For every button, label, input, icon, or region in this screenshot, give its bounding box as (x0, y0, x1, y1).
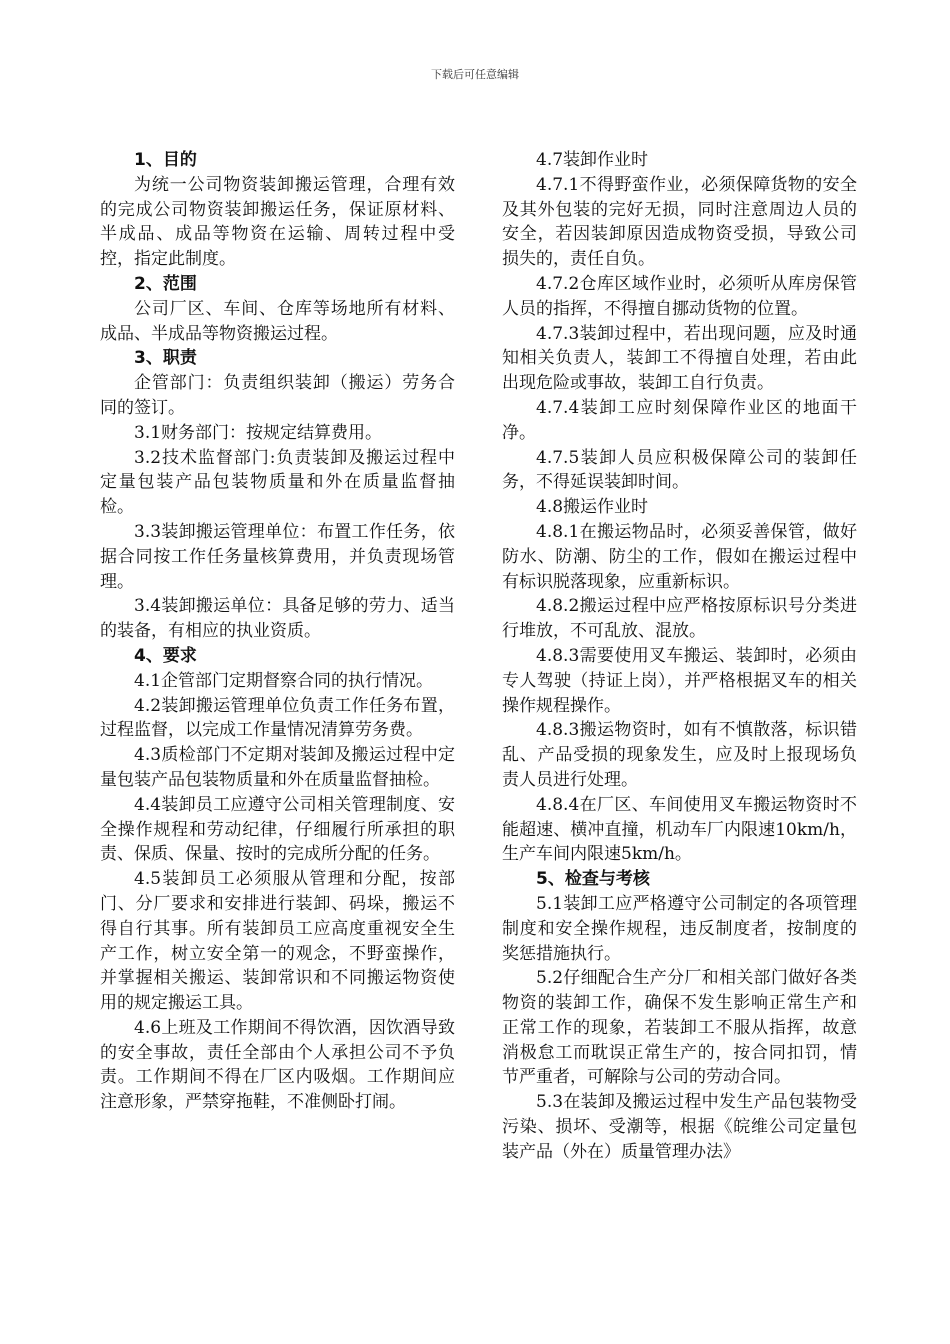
paragraph: 公司厂区、车间、仓库等场地所有材料、成品、半成品等物资搬运过程。 (100, 298, 455, 344)
paragraph: 4.8.4在厂区、车间使用叉车搬运物资时不能超速、横冲直撞，机动车厂内限速10km/h，生产车间内限速5km/h。 (502, 794, 857, 865)
paragraph: 4.8搬运作业时 (536, 497, 649, 518)
paragraph: 4.3质检部门不定期对装卸及搬运过程中定量包装产品包装物质量和外在质量监督抽检。 (100, 745, 455, 790)
paragraph: 4.1企管部门定期督察合同的执行情况。 (134, 670, 434, 691)
paragraph: 3.2技术监督部门:负责装卸及搬运过程中定量包装产品包装物质量和外在质量监督抽检。 (100, 447, 455, 518)
section-heading: 3、职责 (134, 348, 197, 369)
paragraph: 为统一公司物资装卸搬运管理，合理有效的完成公司物资装卸搬运任务，保证原材料、半成品、成品等物资在运输、周转过程中受控，指定此制度。 (100, 174, 455, 270)
paragraph: 3.1财务部门：按规定结算费用。 (134, 422, 383, 443)
paragraph: 5.2仔细配合生产分厂和相关部门做好各类物资的装卸工作，确保不发生影响正常生产和正常工作的现象，若装卸工不服从指挥，故意消极怠工而耽误正常生产的，按合同扣罚，情节严重者，可解除与公司的劳动合同。 (502, 968, 857, 1088)
paragraph: 3.4装卸搬运单位：具备足够的劳力、适当的装备，有相应的执业资质。 (100, 596, 455, 642)
paragraph: 4.4装卸员工应遵守公司相关管理制度、安全操作规程和劳动纪律，仔细履行所承担的职责、保质、保量、按时的完成所分配的任务。 (100, 794, 455, 865)
paragraph: 4.5装卸员工必须服从管理和分配，按部门、分厂要求和安排进行装卸、码垛，搬运不得自行其事。所有装卸员工应高度重视安全生产工作，树立安全第一的观念，不野蛮操作，并掌握相关搬运、装卸常识和不同搬运物资使用的规定搬运工具。 (100, 869, 455, 1014)
paragraph: 4.8.2搬运过程中应严格按原标识号分类进行堆放，不可乱放、混放。 (502, 596, 857, 642)
section-heading: 5、检查与考核 (536, 869, 650, 890)
paragraph: 4.7.5装卸人员应积极保障公司的装卸任务，不得延误装卸时间。 (502, 447, 857, 493)
paragraph: 4.6上班及工作期间不得饮酒，因饮酒导致的安全事故，责任全部由个人承担公司不予负责。工作期间不得在厂区内吸烟。工作期间应注意形象，严禁穿拖鞋，不准侧卧打闹。 (100, 1017, 455, 1113)
paragraph: 4.8.3需要使用叉车搬运、装卸时，必须由专人驾驶（持证上岗），并严格根据叉车的相关操作规程操作。 (502, 645, 857, 716)
paragraph: 4.7.1不得野蛮作业，必须保障货物的安全及其外包装的完好无损，同时注意周边人员的安全，若因装卸原因造成物资受损，导致公司损失的，责任自负。 (502, 174, 857, 270)
paragraph: 企管部门：负责组织装卸（搬运）劳务合同的签订。 (100, 373, 455, 418)
paragraph: 4.7.3装卸过程中，若出现问题，应及时通知相关负责人，装卸工不得擅自处理，若由此出现危险或事故，装卸工自行负责。 (502, 323, 857, 394)
section-heading: 1、目的 (134, 150, 197, 170)
left-column (100, 148, 455, 1115)
paragraph: 4.7.2仓库区域作业时，必须听从库房保管人员的指挥，不得擅自挪动货物的位置。 (502, 273, 857, 319)
section-heading: 4、要求 (134, 645, 197, 666)
paragraph: 5.3在装卸及搬运过程中发生产品包装物受污染、损坏、受潮等，根据《皖维公司定量包装产品（外在）质量管理办法》 (502, 1092, 857, 1162)
paragraph: 3.3装卸搬运管理单位：布置工作任务，依据合同按工作任务量核算费用，并负责现场管理。 (100, 521, 455, 592)
paragraph: 4.2装卸搬运管理单位负责工作任务布置，过程监督，以完成工作量情况清算劳务费。 (100, 695, 455, 741)
paragraph: 4.8.3搬运物资时，如有不慎散落，标识错乱、产品受损的现象发生，应及时上报现场负责人员进行处理。 (502, 720, 857, 790)
section-heading: 2、范围 (134, 273, 197, 294)
paragraph: 4.7装卸作业时 (536, 150, 649, 170)
paragraph: 5.1装卸工应严格遵守公司制定的各项管理制度和安全操作规程，违反制度者，按制度的奖惩措施执行。 (502, 893, 857, 964)
paragraph: 4.7.4装卸工应时刻保障作业区的地面干净。 (502, 397, 857, 443)
right-column (502, 148, 857, 1165)
page-header: 下载后可任意编辑 (431, 68, 519, 81)
paragraph: 4.8.1在搬运物品时，必须妥善保管，做好防水、防潮、防尘的工作，假如在搬运过程中有标识脱落现象，应重新标识。 (502, 521, 857, 592)
